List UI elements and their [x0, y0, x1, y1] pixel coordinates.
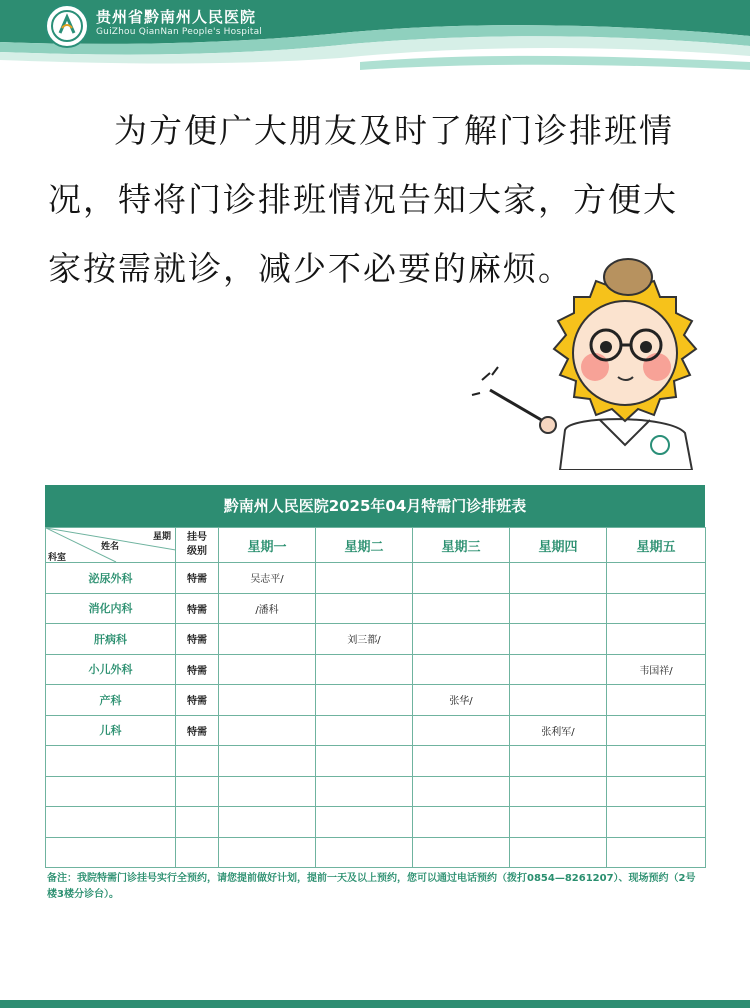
doctor-cell: [413, 563, 510, 594]
doctor-cell: [316, 685, 413, 716]
doctor-cell: [510, 837, 607, 868]
footer-bar: [0, 1000, 750, 1008]
doctor-cell: [316, 776, 413, 807]
table-row: [46, 654, 706, 685]
doctor-cell: [219, 807, 316, 838]
doctor-cell: [607, 837, 706, 868]
level-header-label: 挂号 级别: [187, 532, 207, 557]
doctor-cell: [607, 685, 706, 716]
level-cell: 特需: [176, 624, 219, 655]
table-row: [46, 593, 706, 624]
doctor-cell: [219, 837, 316, 868]
table-row: [46, 624, 706, 655]
doctor-cell: [510, 563, 607, 594]
doctor-cell: [510, 776, 607, 807]
doctor-cell: [413, 807, 510, 838]
doctor-cell: [316, 837, 413, 868]
table-row: [46, 807, 706, 838]
doctor-cell: [219, 776, 316, 807]
doctor-cell: [219, 715, 316, 746]
doctor-cell: [510, 624, 607, 655]
dept-cell: 产科: [46, 685, 176, 716]
day-header: 星期二: [316, 528, 413, 563]
table-row: [46, 776, 706, 807]
dept-cell: 肝病科: [46, 624, 176, 655]
dept-cell: 儿科: [46, 715, 176, 746]
hospital-name-en: GuiZhou QianNan People's Hospital: [96, 27, 262, 37]
doctor-cell: [510, 593, 607, 624]
table-row: [46, 685, 706, 716]
doctor-cell: [510, 685, 607, 716]
dept-cell: [46, 746, 176, 777]
doctor-cell: [413, 624, 510, 655]
table-row: [46, 746, 706, 777]
level-cell: 特需: [176, 685, 219, 716]
doctor-cell: [607, 715, 706, 746]
table-row: [46, 563, 706, 594]
doctor-cell: [219, 654, 316, 685]
doctor-cell: 张利军/: [510, 715, 607, 746]
doctor-cell: [607, 746, 706, 777]
doctor-cell: [316, 563, 413, 594]
doctor-mascot-icon: [470, 255, 720, 470]
doctor-cell: 吴志平/: [219, 563, 316, 594]
dept-cell: [46, 776, 176, 807]
day-header: 星期三: [413, 528, 510, 563]
doctor-cell: [219, 746, 316, 777]
table-row: [46, 715, 706, 746]
schedule-title: 黔南州人民医院2025年04月特需门诊排班表: [45, 485, 705, 527]
doctor-cell: [510, 746, 607, 777]
day-header: 星期五: [607, 528, 706, 563]
doctor-cell: [316, 807, 413, 838]
doctor-cell: [413, 593, 510, 624]
schedule-body: [46, 563, 706, 868]
doctor-cell: 张华/: [413, 685, 510, 716]
doctor-cell: [413, 776, 510, 807]
doctor-cell: [316, 593, 413, 624]
doctor-cell: [607, 624, 706, 655]
level-cell: [176, 746, 219, 777]
doctor-cell: [607, 593, 706, 624]
page-header: [0, 0, 750, 80]
corner-dept-label: 科室: [48, 553, 67, 563]
level-cell: 特需: [176, 593, 219, 624]
doctor-cell: [316, 715, 413, 746]
dept-cell: [46, 837, 176, 868]
doctor-cell: /潘科: [219, 593, 316, 624]
level-cell: 特需: [176, 563, 219, 594]
doctor-cell: [510, 807, 607, 838]
doctor-cell: 刘三都/: [316, 624, 413, 655]
dept-cell: 小儿外科: [46, 654, 176, 685]
level-cell: [176, 807, 219, 838]
doctor-cell: [316, 746, 413, 777]
level-cell: [176, 837, 219, 868]
doctor-cell: 韦国祥/: [607, 654, 706, 685]
day-header: 星期一: [219, 528, 316, 563]
dept-cell: 泌尿外科: [46, 563, 176, 594]
hospital-logo-icon: [45, 4, 89, 48]
doctor-cell: [607, 807, 706, 838]
corner-name-label: 姓名: [101, 542, 120, 552]
table-row: [46, 837, 706, 868]
day-header: 星期四: [510, 528, 607, 563]
doctor-cell: [413, 746, 510, 777]
doctor-cell: [607, 563, 706, 594]
corner-week-label: 星期: [152, 532, 171, 542]
level-cell: [176, 776, 219, 807]
schedule-note: 备注：我院特需门诊挂号实行全预约，请您提前做好计划，提前一天及以上预约，您可以通过电话预约（拨打0854—8261207）、现场预约（2号楼3楼分诊台）。: [47, 873, 696, 900]
level-cell: 特需: [176, 654, 219, 685]
corner-header-cell: [46, 528, 176, 563]
dept-cell: [46, 807, 176, 838]
doctor-cell: [316, 654, 413, 685]
schedule-table: [45, 485, 705, 903]
hospital-name: 贵州省黔南州人民医院: [96, 8, 257, 26]
doctor-cell: [413, 654, 510, 685]
doctor-cell: [413, 837, 510, 868]
doctor-cell: [219, 685, 316, 716]
level-cell: 特需: [176, 715, 219, 746]
intro-paragraph: 为方便广大朋友及时了解门诊排班情况，特将门诊排班情况告知大家，方便大家按需就诊，减少不必要的麻烦。: [48, 111, 678, 288]
level-header: [176, 528, 219, 563]
doctor-cell: [607, 776, 706, 807]
doctor-cell: [413, 715, 510, 746]
doctor-cell: [219, 624, 316, 655]
schedule-grid: [45, 527, 706, 868]
dept-cell: 消化内科: [46, 593, 176, 624]
doctor-cell: [510, 654, 607, 685]
